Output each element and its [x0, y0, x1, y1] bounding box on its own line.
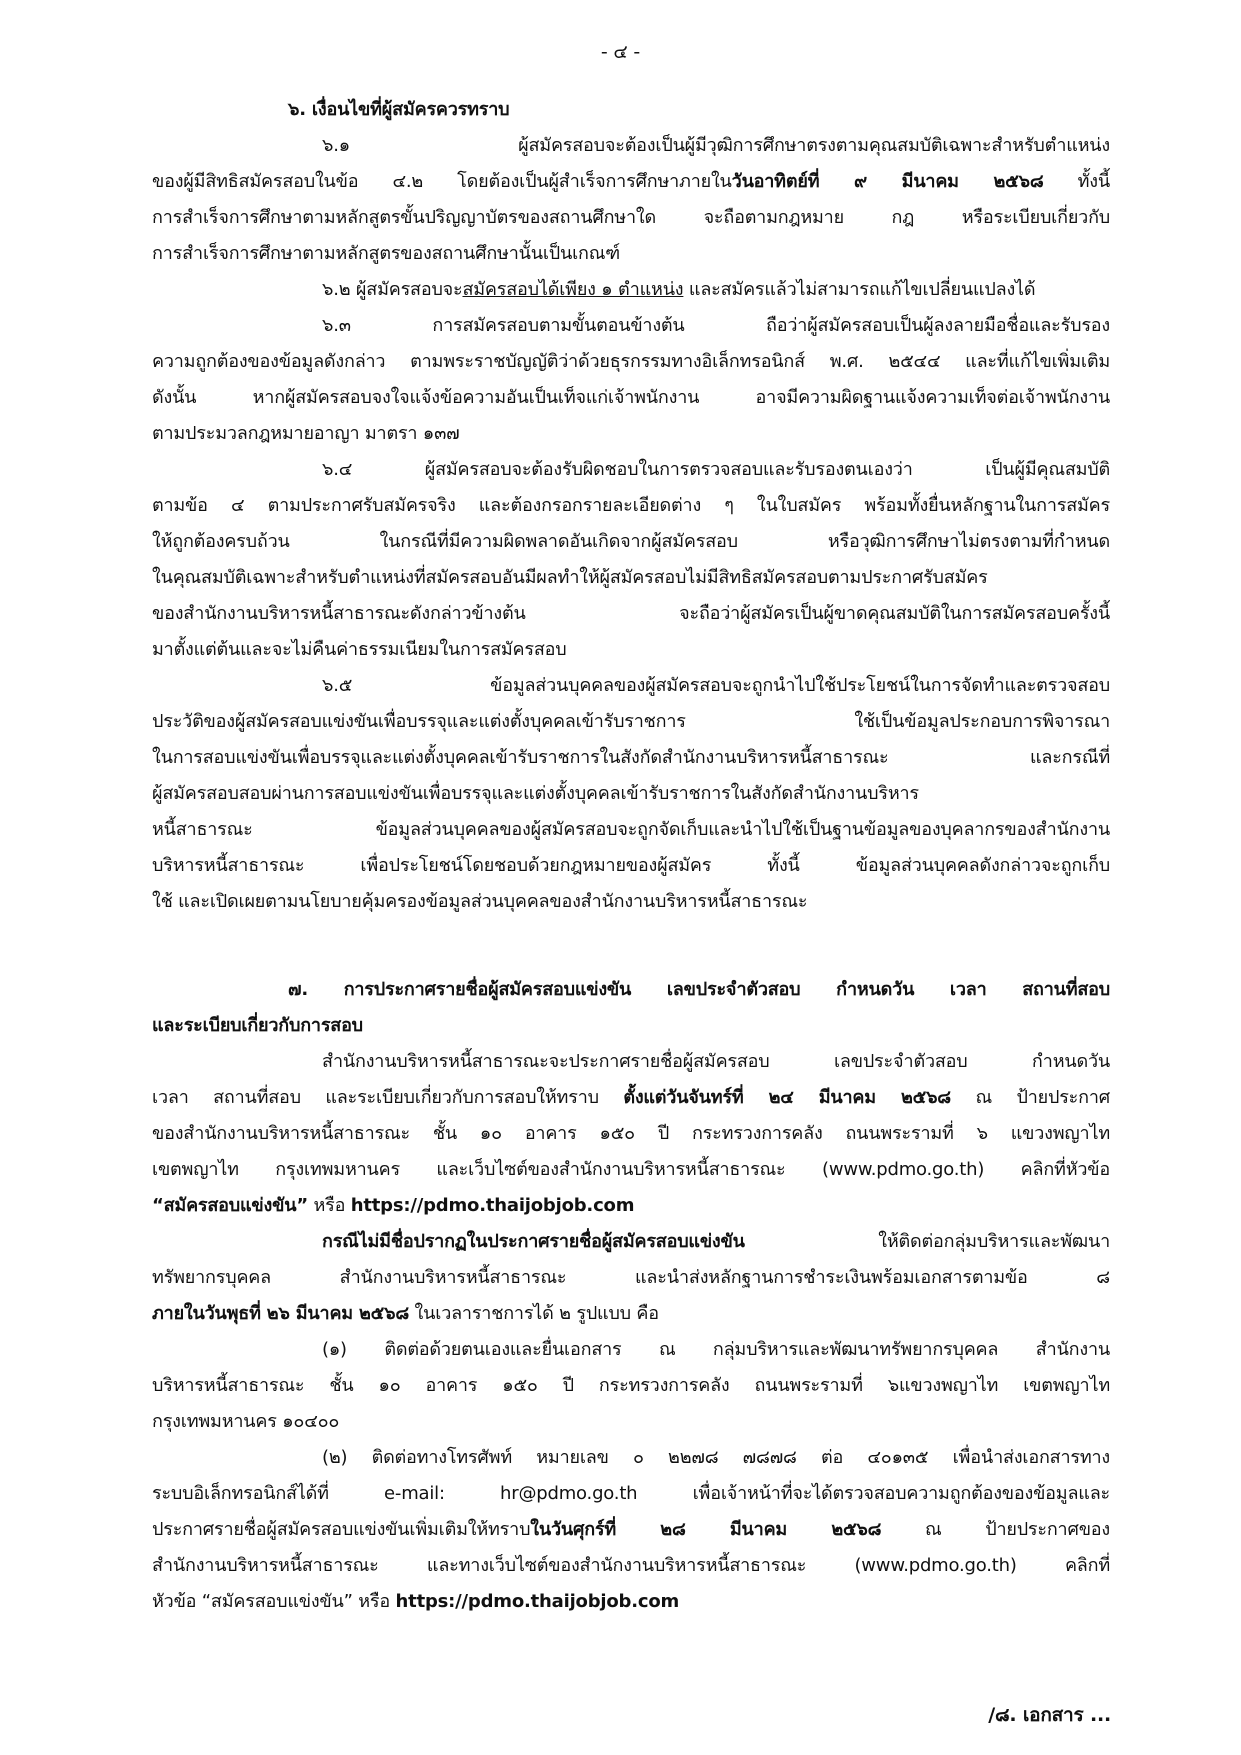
underlined-text: สมัครสอบได้เพียง ๑ ตำแหน่ง	[462, 279, 684, 300]
paragraph-6-3	[152, 308, 1110, 452]
bold-date: วันอาทิตย์ที่ ๙ มีนาคม ๒๕๖๘	[731, 171, 1044, 192]
text-line	[152, 164, 1110, 200]
text-line	[152, 1296, 1110, 1332]
paragraph-7-announce	[152, 1044, 1110, 1224]
paragraph-7-no-name	[152, 1224, 1110, 1332]
text-line	[152, 1584, 1110, 1620]
text-span: ในเวลาราชการได้ ๒ รูปแบบ คือ	[409, 1303, 659, 1324]
text-line: ๖.๑ ผู้สมัครสอบจะต้องเป็นผู้มีวุฒิการศึกษาตรงตามคุณสมบัติเฉพาะสำหรับตำแหน่ง	[322, 135, 1110, 156]
text-line: ทรัพยากรบุคคล สำนักงานบริหารหนี้สาธารณะ และนำส่งหลักฐานการชำระเงินพร้อมเอกสารตามข้อ ๘	[152, 1267, 1110, 1288]
text-line: ความถูกต้องของข้อมูลดังกล่าว ตามพระราชบัญญัติว่าด้วยธุรกรรมทางอิเล็กทรอนิกส์ พ.ศ. ๒๕๔๔ และที่แก้ไขเพิ่มเติม	[152, 351, 1110, 372]
paragraph-6-5	[152, 668, 1110, 920]
section-6-heading: ๖. เงื่อนไขที่ผู้สมัครควรทราบ	[288, 99, 510, 120]
text-line: (๒) ติดต่อทางโทรศัพท์ หมายเลข ๐ ๒๒๗๘ ๗๘๗๘ ต่อ ๔๐๑๓๕ เพื่อนำส่งเอกสารทาง	[322, 1447, 1110, 1468]
text-line: กรุงเทพมหานคร ๑๐๔๐๐	[152, 1411, 340, 1432]
text-span: ๖.๒ ผู้สมัครสอบจะ	[322, 279, 463, 300]
text-line: ดังนั้น หากผู้สมัครสอบจงใจแจ้งข้อความอันเป็นเท็จแก่เจ้าพนักงาน อาจมีความผิดฐานแจ้งความเท็จต่อเจ้าพนักงาน	[152, 387, 1110, 408]
section-7-heading-cont: และระเบียบเกี่ยวกับการสอบ	[152, 1015, 363, 1036]
text-line: สำนักงานบริหารหนี้สาธารณะจะประกาศรายชื่อผู้สมัครสอบ เลขประจำตัวสอบ กำหนดวัน	[322, 1051, 1110, 1072]
text-line: ในการสอบแข่งขันเพื่อบรรจุและแต่งตั้งบุคคลเข้ารับราชการในสังกัดสำนักงานบริหารหนี้สาธารณะ และกรณีที่	[152, 747, 1110, 768]
text-line: สำนักงานบริหารหนี้สาธารณะ และทางเว็บไซต์ของสำนักงานบริหารหนี้สาธารณะ (www.pdmo.go.th) คลิกที่	[152, 1555, 1110, 1576]
text-span: และสมัครแล้วไม่สามารถแก้ไขเปลี่ยนแปลงได้	[683, 279, 1036, 300]
text-line: ใช้ และเปิดเผยตามนโยบายคุ้มครองข้อมูลส่วนบุคคลของสำนักงานบริหารหนี้สาธารณะ	[152, 891, 808, 912]
text-span: ของผู้มีสิทธิสมัครสอบในข้อ ๔.๒ โดยต้องเป็นผู้สำเร็จการศึกษาภายใน	[152, 171, 732, 192]
text-line: ของสำนักงานบริหารหนี้สาธารณะ ชั้น ๑๐ อาคาร ๑๕๐ ปี กระทรวงการคลัง ถนนพระรามที่ ๖ แขวงพญาไท	[152, 1123, 1110, 1144]
text-line	[152, 1080, 1110, 1116]
text-line: หนี้สาธารณะ ข้อมูลส่วนบุคคลของผู้สมัครสอบจะถูกจัดเก็บและนำไปใช้เป็นฐานข้อมูลของบุคลากรของสำนักงาน	[152, 819, 1110, 840]
section-7	[152, 972, 1110, 1620]
text-span: เวลา สถานที่สอบ และระเบียบเกี่ยวกับการสอบให้ทราบ	[152, 1087, 624, 1108]
text-line: ของสำนักงานบริหารหนี้สาธารณะดังกล่าวข้างต้น จะถือว่าผู้สมัครเป็นผู้ขาดคุณสมบัติในการสมัครสอบครั้งนี้	[152, 603, 1110, 624]
bold-topic: “สมัครสอบแข่งขัน”	[152, 1195, 308, 1216]
text-line: บริหารหนี้สาธารณะ เพื่อประโยชน์โดยชอบด้วยกฎหมายของผู้สมัคร ทั้งนี้ ข้อมูลส่วนบุคคลดังกล่าวจะถูกเก็บ	[152, 855, 1110, 876]
text-line: ๖.๓ การสมัครสอบตามขั้นตอนข้างต้น ถือว่าผู้สมัครสอบเป็นผู้ลงลายมือชื่อและรับรอง	[322, 315, 1110, 336]
text-span: ทั้งนี้	[1043, 171, 1110, 192]
paragraph-6-2	[152, 272, 1110, 308]
text-span: ให้ติดต่อกลุ่มบริหารและพัฒนา	[744, 1231, 1110, 1252]
paragraph-6-4	[152, 452, 1110, 668]
text-line: การสำเร็จการศึกษาตามหลักสูตรขั้นปริญญาบัตรของสถานศึกษาใด จะถือตามกฎหมาย กฎ หรือระเบียบเกี่ยวกับ	[152, 207, 1110, 228]
section-7-heading: ๗. การประกาศรายชื่อผู้สมัครสอบแข่งขัน เลขประจำตัวสอบ กำหนดวัน เวลา สถานที่สอบ	[288, 979, 1110, 1000]
bold-date: ภายในวันพุธที่ ๒๖ มีนาคม ๒๕๖๘	[152, 1303, 410, 1324]
text-line: ในคุณสมบัติเฉพาะสำหรับตำแหน่งที่สมัครสอบอันมีผลทำให้ผู้สมัครสอบไม่มีสิทธิสมัครสอบตามประกาศรับสมัคร	[152, 567, 988, 588]
text-line: ๖.๔ ผู้สมัครสอบจะต้องรับผิดชอบในการตรวจสอบและรับรองตนเองว่า เป็นผู้มีคุณสมบัติ	[322, 459, 1110, 480]
text-line: มาตั้งแต่ต้นและจะไม่คืนค่าธรรมเนียมในการสมัครสอบ	[152, 639, 567, 660]
text-line: ผู้สมัครสอบสอบผ่านการสอบแข่งขันเพื่อบรรจุและแต่งตั้งบุคคลเข้ารับราชการในสังกัดสำนักงานบริหาร	[152, 783, 919, 804]
text-line: การสำเร็จการศึกษาตามหลักสูตรของสถานศึกษานั้นเป็นเกณฑ์	[152, 243, 620, 264]
paragraph-7-option-2	[152, 1440, 1110, 1620]
text-span: ประกาศรายชื่อผู้สมัครสอบแข่งขันเพิ่มเติมให้ทราบ	[152, 1519, 531, 1540]
text-line: เขตพญาไท กรุงเทพมหานคร และเว็บไซต์ของสำนักงานบริหารหนี้สาธารณะ (www.pdmo.go.th) คลิกที่หัวข้อ	[152, 1159, 1110, 1180]
text-line: ตามประมวลกฎหมายอาญา มาตรา ๑๓๗	[152, 423, 460, 444]
text-line: ให้ถูกต้องครบถ้วน ในกรณีที่มีความผิดพลาดอันเกิดจากผู้สมัครสอบ หรือวุฒิการศึกษาไม่ตรงตามที่กำหนด	[152, 531, 1110, 552]
text-line	[152, 1188, 1110, 1224]
continuation-marker: /๘. เอกสาร ...	[988, 1704, 1111, 1726]
paragraph-6-1	[152, 128, 1110, 272]
website-link[interactable]: https://pdmo.thaijobjob.com	[395, 1591, 680, 1612]
bold-date: ตั้งแต่วันจันทร์ที่ ๒๔ มีนาคม ๒๕๖๘	[623, 1087, 951, 1108]
text-span: หรือ	[307, 1195, 351, 1216]
bold-date: ในวันศุกร์ที่ ๒๘ มีนาคม ๒๕๖๘	[530, 1519, 882, 1540]
text-line: บริหารหนี้สาธารณะ ชั้น ๑๐ อาคาร ๑๕๐ ปี กระทรวงการคลัง ถนนพระรามที่ ๖แขวงพญาไท เขตพญาไท	[152, 1375, 1110, 1396]
paragraph-7-option-1	[152, 1332, 1110, 1440]
text-line: ประวัติของผู้สมัครสอบแข่งขันเพื่อบรรจุและแต่งตั้งบุคคลเข้ารับราชการ ใช้เป็นข้อมูลประกอบการพิจารณา	[152, 711, 1110, 732]
text-span: ณ ป้ายประกาศของ	[881, 1519, 1110, 1540]
bold-text: กรณีไม่มีชื่อปรากฏในประกาศรายชื่อผู้สมัครสอบแข่งขัน	[322, 1231, 745, 1252]
section-6	[152, 92, 1110, 920]
text-line: (๑) ติดต่อด้วยตนเองและยื่นเอกสาร ณ กลุ่มบริหารและพัฒนาทรัพยากรบุคคล สำนักงาน	[322, 1339, 1110, 1360]
text-line: ตามข้อ ๔ ตามประกาศรับสมัครจริง และต้องกรอกรายละเอียดต่าง ๆ ในใบสมัคร พร้อมทั้งยื่นหลักฐานในการสมัคร	[152, 495, 1110, 516]
page-number: - ๔ -	[600, 41, 641, 63]
text-span: ณ ป้ายประกาศ	[950, 1087, 1110, 1108]
text-line	[152, 272, 1110, 308]
text-line: ๖.๕ ข้อมูลส่วนบุคคลของผู้สมัครสอบจะถูกนำไปใช้ประโยชน์ในการจัดทำและตรวจสอบ	[322, 675, 1110, 696]
text-line	[152, 1512, 1110, 1548]
text-line	[152, 1224, 1110, 1260]
text-span: หัวข้อ “สมัครสอบแข่งขัน” หรือ	[152, 1591, 396, 1612]
text-line: ระบบอิเล็กทรอนิกส์ได้ที่ e-mail: hr@pdmo.go.th เพื่อเจ้าหน้าที่จะได้ตรวจสอบความถูกต้องของข้อมูลและ	[152, 1483, 1110, 1504]
website-link[interactable]: https://pdmo.thaijobjob.com	[350, 1195, 635, 1216]
